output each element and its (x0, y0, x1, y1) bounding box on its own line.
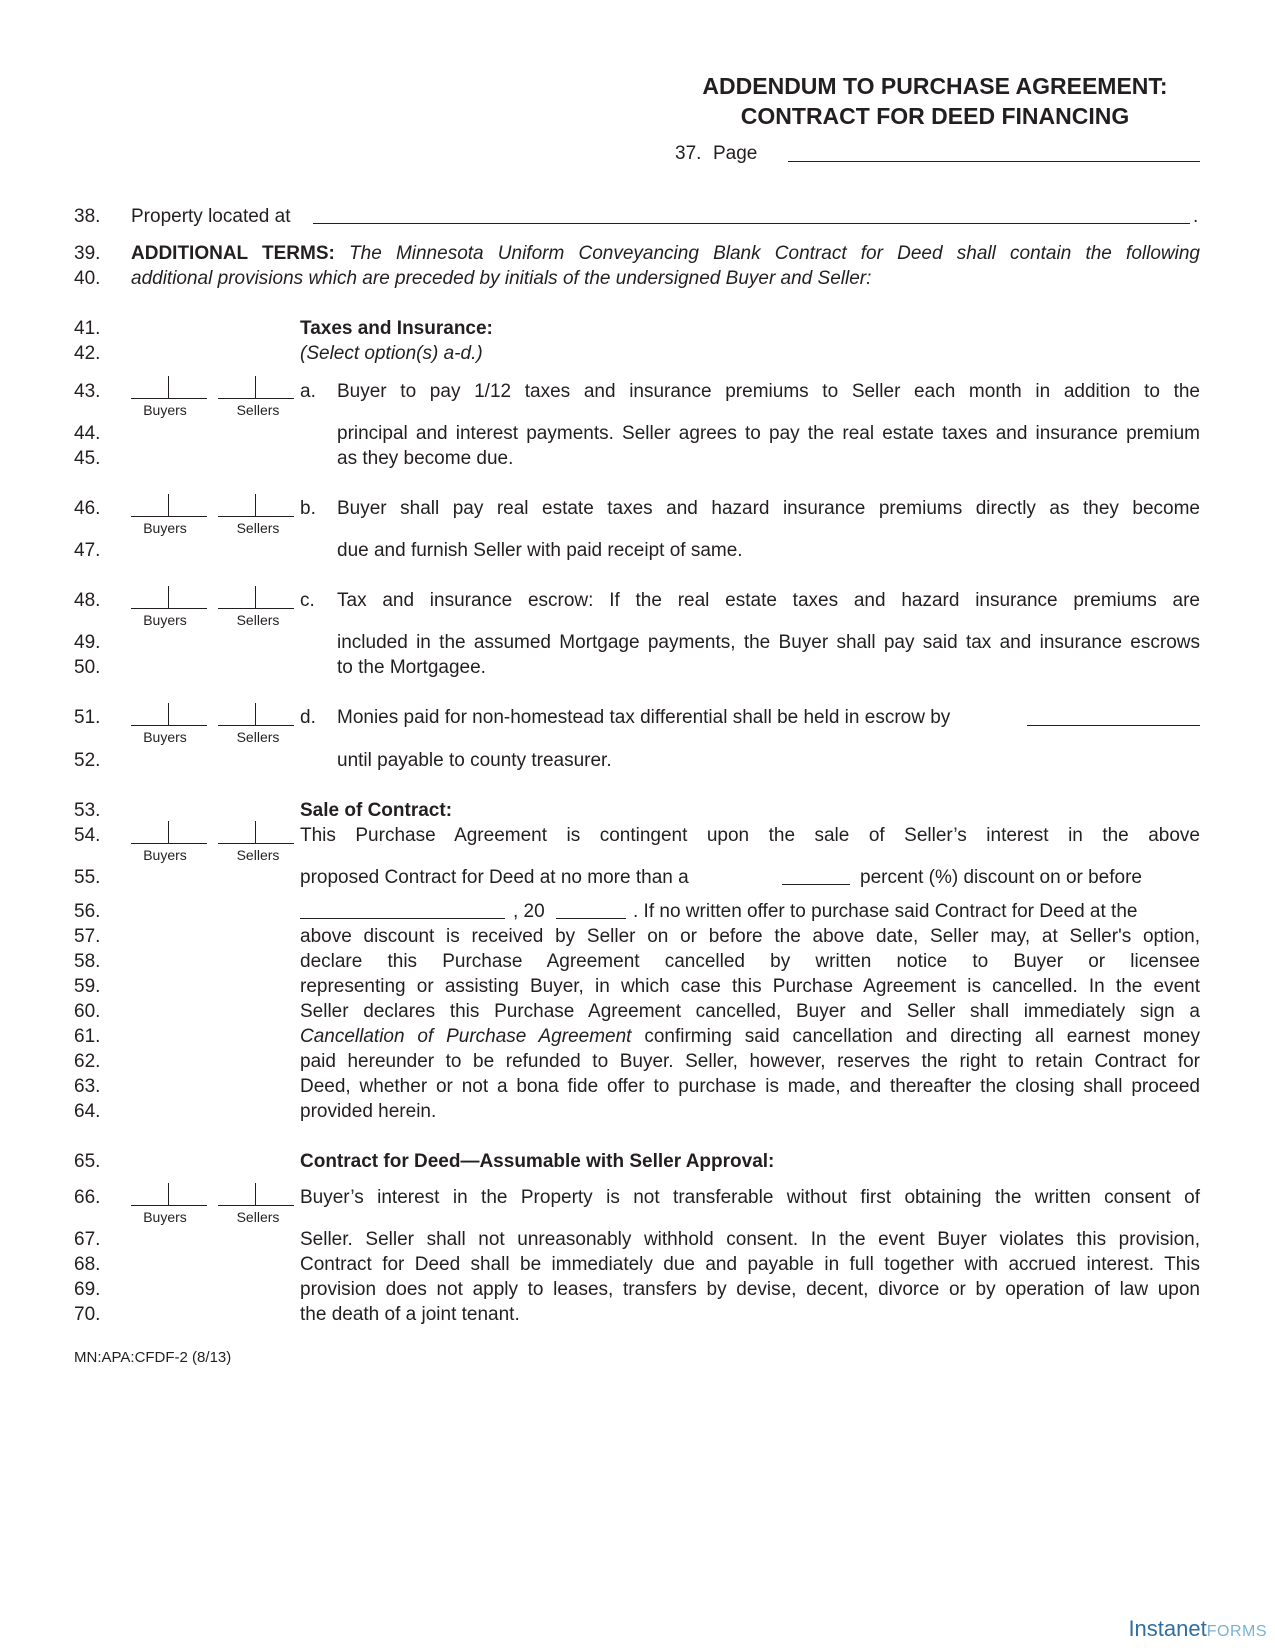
sellers-initials-box-b[interactable] (218, 494, 294, 517)
line-number: 60. (74, 1001, 101, 1022)
buyers-label: Buyers (143, 1209, 187, 1225)
line-number: 56. (74, 901, 101, 922)
option-b-line-1: Buyer shall pay real estate taxes and hazard insurance premiums directly as they become (337, 498, 1200, 519)
taxes-heading: Taxes and Insurance: (300, 318, 493, 339)
line-number: 55. (74, 867, 101, 888)
sellers-initials-box-a[interactable] (218, 376, 294, 399)
sale-line-57: above discount is received by Seller on or before the above date, Seller may, at Seller's option, (300, 926, 1200, 947)
sellers-label: Sellers (236, 612, 280, 628)
sellers-label: Sellers (236, 1209, 280, 1225)
line-number: 53. (74, 800, 101, 821)
sale-line-55b: percent (%) discount on or before (860, 867, 1142, 888)
buyers-label: Buyers (143, 729, 187, 745)
sale-line-58: declare this Purchase Agreement cancelled by written notice to Buyer or licensee (300, 951, 1200, 972)
line-number: 41. (74, 318, 101, 339)
logo-forms: FORMS (1206, 1623, 1267, 1640)
page-label: Page (713, 143, 758, 164)
option-c-line-2: included in the assumed Mortgage payments, the Buyer shall pay said tax and insurance escrows (337, 632, 1200, 653)
line-number: 61. (74, 1026, 101, 1047)
taxes-subheading: (Select option(s) a-d.) (300, 343, 483, 364)
line-number: 43. (74, 381, 101, 402)
property-label: Property located at (131, 206, 291, 227)
option-a-line-2: principal and interest payments. Seller agrees to pay the real estate taxes and insurance premium (337, 423, 1200, 444)
buyers-label: Buyers (143, 520, 187, 536)
option-c-line-3: to the Mortgagee. (337, 657, 486, 678)
sellers-label: Sellers (236, 729, 280, 745)
property-period: . (1193, 206, 1199, 227)
line-number: 68. (74, 1254, 101, 1275)
sale-line-64: provided herein. (300, 1101, 437, 1122)
sale-line-63: Deed, whether or not a bona fide offer to purchase is made, and thereafter the closing shall proceed (300, 1076, 1200, 1097)
sellers-initials-box-sale[interactable] (218, 821, 294, 844)
line-number: 62. (74, 1051, 101, 1072)
assumable-line-69: provision does not apply to leases, transfers by devise, decent, divorce or by operation of law upon (300, 1279, 1200, 1300)
line-number: 45. (74, 448, 101, 469)
line-number: 51. (74, 707, 101, 728)
option-b-line-2: due and furnish Seller with paid receipt of same. (337, 540, 743, 561)
line-number: 39. (74, 243, 101, 264)
sale-line-54: This Purchase Agreement is contingent upon the sale of Seller’s interest in the above (300, 825, 1200, 846)
page-number: 37. (675, 143, 702, 164)
sale-line-60: Seller declares this Purchase Agreement cancelled, Buyer and Seller shall immediately sign a (300, 1001, 1200, 1022)
sale-date-field[interactable] (300, 918, 505, 919)
line-number: 40. (74, 268, 101, 289)
line-number: 49. (74, 632, 101, 653)
line-number: 54. (74, 825, 101, 846)
option-a-line-3: as they become due. (337, 448, 514, 469)
sale-line-61 (300, 1025, 1200, 1049)
sale-line-61-text: confirming said cancellation and directing all earnest money (644, 1026, 1201, 1047)
form-subtitle: CONTRACT FOR DEED FINANCING (740, 103, 1130, 129)
sale-line-62: paid hereunder to be refunded to Buyer. Seller, however, reserves the right to retain Contract for (300, 1051, 1200, 1072)
sellers-initials-box-c[interactable] (218, 586, 294, 609)
buyers-initials-box-assumable[interactable] (131, 1183, 207, 1206)
additional-terms-heading: ADDITIONAL TERMS: (131, 243, 335, 264)
line-number: 42. (74, 343, 101, 364)
buyers-label: Buyers (143, 847, 187, 863)
buyers-initials-box-b[interactable] (131, 494, 207, 517)
line-number: 57. (74, 926, 101, 947)
line-number: 65. (74, 1151, 101, 1172)
instanet-forms-logo (1128, 1616, 1267, 1642)
assumable-line-68: Contract for Deed shall be immediately due and payable in full together with accrued interest. This (300, 1254, 1200, 1275)
form-title: ADDENDUM TO PURCHASE AGREEMENT: (702, 73, 1168, 99)
sellers-initials-box-assumable[interactable] (218, 1183, 294, 1206)
sellers-label: Sellers (236, 520, 280, 536)
assumable-heading: Contract for Deed—Assumable with Seller Approval: (300, 1151, 775, 1172)
property-address-field[interactable] (313, 223, 1190, 224)
option-d-line-2: until payable to county treasurer. (337, 750, 612, 771)
sellers-label: Sellers (236, 402, 280, 418)
assumable-line-66: Buyer’s interest in the Property is not transferable without first obtaining the written consent of (300, 1187, 1200, 1208)
buyers-initials-box-sale[interactable] (131, 821, 207, 844)
sale-line-56b: . If no written offer to purchase said Contract for Deed at the (633, 901, 1138, 922)
page-field[interactable] (788, 161, 1200, 162)
buyers-label: Buyers (143, 402, 187, 418)
line-number: 63. (74, 1076, 101, 1097)
option-c-letter: c. (300, 590, 315, 611)
option-c-line-1: Tax and insurance escrow: If the real estate taxes and hazard insurance premiums are (337, 590, 1200, 611)
logo-instanet: Instanet (1128, 1616, 1207, 1641)
sale-heading: Sale of Contract: (300, 800, 453, 821)
sellers-initials-box-d[interactable] (218, 703, 294, 726)
line-number: 69. (74, 1279, 101, 1300)
sale-year-field[interactable] (556, 918, 626, 919)
cancellation-form-name: Cancellation of Purchase Agreement (300, 1026, 632, 1047)
additional-terms-text: The Minnesota Uniform Conveyancing Blank Contract for Deed shall contain the following (349, 243, 1200, 264)
buyers-initials-box-a[interactable] (131, 376, 207, 399)
line-number: 50. (74, 657, 101, 678)
line-number: 67. (74, 1229, 101, 1250)
line-number: 48. (74, 590, 101, 611)
line-number: 70. (74, 1304, 101, 1325)
buyers-initials-box-c[interactable] (131, 586, 207, 609)
line-number: 58. (74, 951, 101, 972)
line-number: 52. (74, 750, 101, 771)
option-d-line-1: Monies paid for non-homestead tax differential shall be held in escrow by (337, 707, 951, 728)
option-a-letter: a. (300, 381, 316, 402)
escrow-holder-field[interactable] (1027, 725, 1200, 726)
additional-terms-line-2: additional provisions which are preceded by initials of the undersigned Buyer and Seller: (131, 268, 872, 289)
line-number: 38. (74, 206, 101, 227)
line-number: 59. (74, 976, 101, 997)
additional-terms-line-1 (131, 242, 1200, 266)
line-number: 46. (74, 498, 101, 519)
line-number: 47. (74, 540, 101, 561)
option-d-letter: d. (300, 707, 316, 728)
assumable-line-70: the death of a joint tenant. (300, 1304, 520, 1325)
option-a-line-1: Buyer to pay 1/12 taxes and insurance premiums to Seller each month in addition to the (337, 381, 1200, 402)
option-b-letter: b. (300, 498, 316, 519)
sale-line-56a: , 20 (513, 901, 545, 922)
assumable-line-67: Seller. Seller shall not unreasonably withhold consent. In the event Buyer violates this provision, (300, 1229, 1200, 1250)
sale-line-59: representing or assisting Buyer, in which case this Purchase Agreement is cancelled. In the event (300, 976, 1200, 997)
buyers-initials-box-d[interactable] (131, 703, 207, 726)
discount-percent-field[interactable] (782, 884, 850, 885)
line-number: 64. (74, 1101, 101, 1122)
form-code: MN:APA:CFDF-2 (8/13) (74, 1349, 232, 1366)
buyers-label: Buyers (143, 612, 187, 628)
sale-line-55a: proposed Contract for Deed at no more than a (300, 867, 689, 888)
line-number: 44. (74, 423, 101, 444)
line-number: 66. (74, 1187, 101, 1208)
sellers-label: Sellers (236, 847, 280, 863)
